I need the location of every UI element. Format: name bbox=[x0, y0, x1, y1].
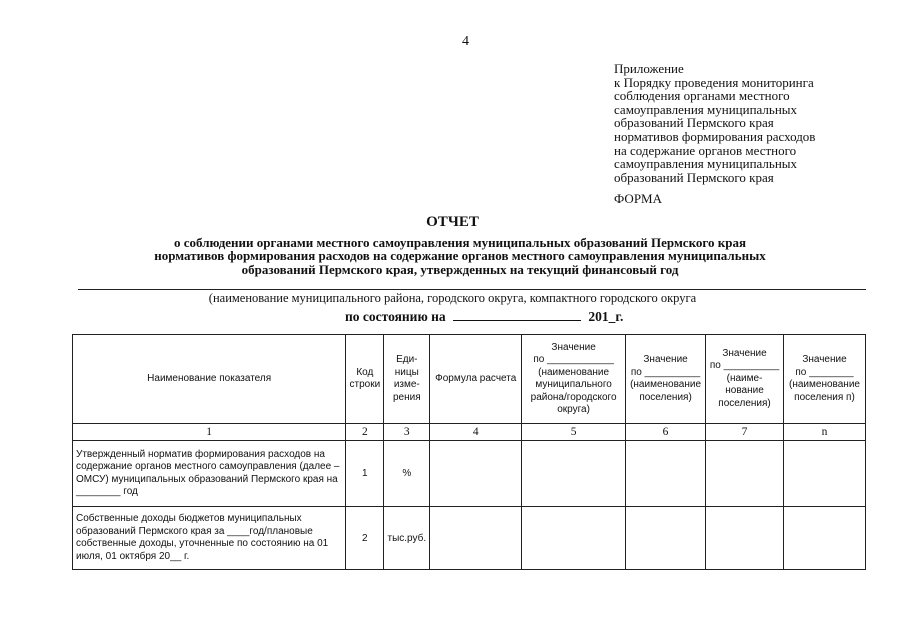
row-unit: % bbox=[384, 441, 430, 507]
table-column-numbers-row bbox=[73, 424, 866, 441]
appendix-line: к Порядку проведения мониторинга bbox=[614, 74, 814, 90]
row-formula-cell[interactable] bbox=[430, 441, 522, 507]
column-number: 2 bbox=[346, 424, 384, 441]
subtitle-line: образований Пермского края, утвержденных на текущий финансовый год bbox=[241, 261, 679, 277]
report-subtitle bbox=[60, 236, 860, 276]
column-number: 5 bbox=[522, 424, 626, 441]
row-value-district-cell[interactable] bbox=[522, 441, 626, 507]
row-value-settlement-cell[interactable] bbox=[626, 441, 706, 507]
appendix-line: образований Пермского края bbox=[614, 115, 774, 131]
subtitle-line: нормативов формирования расходов на содержание органов местного самоуправления муниципальных bbox=[154, 248, 766, 264]
header-value-settlement-2: Значение по __________ (наиме- нование поселения) bbox=[706, 335, 784, 424]
form-label: ФОРМА bbox=[614, 191, 662, 206]
appendix-line: Приложение bbox=[614, 61, 684, 76]
table-header-row bbox=[73, 335, 866, 424]
column-number: 3 bbox=[384, 424, 430, 441]
appendix-line: самоуправления муниципальных bbox=[614, 156, 798, 172]
appendix-line: образований Пермского края bbox=[614, 169, 774, 185]
report-title: ОТЧЕТ bbox=[426, 214, 479, 230]
subtitle-line: о соблюдении органами местного самоуправления муниципальных образований Пермского края bbox=[174, 235, 746, 250]
appendix-line: самоуправления муниципальных bbox=[614, 101, 798, 117]
header-row-code: Код строки bbox=[346, 335, 384, 424]
row-value-settlement-2-cell[interactable] bbox=[706, 441, 784, 507]
municipality-fill-line bbox=[78, 289, 866, 290]
row-indicator-name: Собственные доходы бюджетов муниципальных образований Пермского края за ____год/плановые собственные доходы, уточненные по состоянию на 01 июля, 01 октября 20__ г. bbox=[73, 507, 346, 570]
row-value-settlement-cell[interactable] bbox=[626, 507, 706, 570]
header-formula: Формула расчета bbox=[430, 335, 522, 424]
row-value-district-cell[interactable] bbox=[522, 507, 626, 570]
appendix-line: соблюдения органами местного bbox=[614, 88, 790, 104]
column-number: 6 bbox=[626, 424, 706, 441]
header-value-settlement: Значение по __________ (наименование поселения) bbox=[626, 335, 706, 424]
row-code: 1 bbox=[346, 441, 384, 507]
column-number: 4 bbox=[430, 424, 522, 441]
appendix-line: на содержание органов местного bbox=[614, 142, 797, 158]
column-number: 1 bbox=[73, 424, 346, 441]
header-value-district: Значение по ____________ (наименование муниципального района/городского округа) bbox=[522, 335, 626, 424]
report-table bbox=[72, 334, 866, 570]
header-value-settlement-n: Значение по ________ (наименование поселения п) bbox=[783, 335, 865, 424]
as-of-date-line bbox=[345, 309, 623, 325]
row-value-settlement-n-cell[interactable] bbox=[783, 441, 865, 507]
header-unit: Еди- ницы изме- рения bbox=[384, 335, 430, 424]
row-indicator-name: Утвержденный норматив формирования расходов на содержание органов местного самоуправления (далее – ОМСУ) муниципальных образований Пермского края на ________ год bbox=[73, 441, 346, 507]
table-row bbox=[73, 507, 866, 570]
row-unit: тыс.руб. bbox=[384, 507, 430, 570]
as-of-date-blank bbox=[453, 310, 581, 321]
row-formula-cell[interactable] bbox=[430, 507, 522, 570]
appendix-line: нормативов формирования расходов bbox=[614, 128, 816, 144]
appendix-block bbox=[614, 62, 899, 184]
row-code: 2 bbox=[346, 507, 384, 570]
column-number: n bbox=[783, 424, 865, 441]
column-number: 7 bbox=[706, 424, 784, 441]
row-value-settlement-2-cell[interactable] bbox=[706, 507, 784, 570]
municipality-caption: (наименование муниципального района, городского округа, компактного городского округа bbox=[208, 291, 697, 305]
row-value-settlement-n-cell[interactable] bbox=[783, 507, 865, 570]
page-number: 4 bbox=[462, 34, 469, 49]
header-indicator-name: Наименование показателя bbox=[73, 335, 346, 424]
table-row bbox=[73, 441, 866, 507]
as-of-suffix: 201_г. bbox=[588, 309, 624, 324]
as-of-prefix: по состоянию на bbox=[345, 309, 446, 324]
